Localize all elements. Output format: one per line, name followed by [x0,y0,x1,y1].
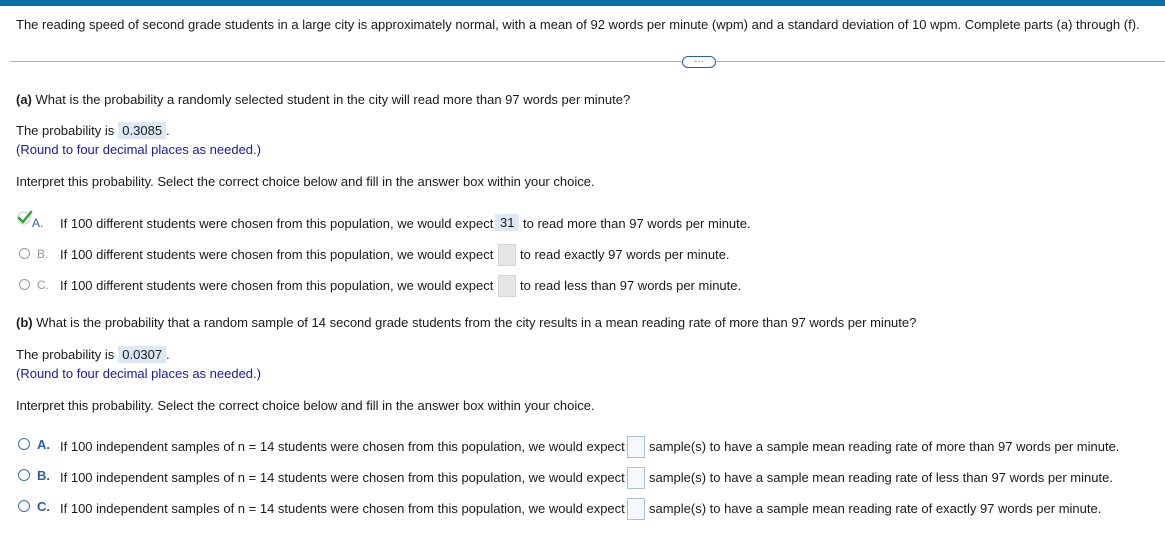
part-b-choice-a-radio[interactable] [18,438,30,450]
part-b-question-text: What is the probability that a random sample of 14 second grade students from the city results in a mean reading rate of more than 97 words per minute? [32,315,917,330]
section-divider [10,61,1165,62]
part-b-choice-b-text: If 100 independent samples of n = 14 students were chosen from this population, we would expect [60,470,625,485]
part-a-round-note: (Round to four decimal places as needed.) [16,142,261,157]
part-a-prob-prefix: The probability is [16,123,115,138]
part-a-question [16,92,630,107]
part-b-choice-b-answer-box[interactable] [627,467,645,489]
part-a-choice-b-radio[interactable] [19,248,30,259]
part-a-choice-c-answer-box[interactable] [498,275,516,297]
part-a-choice-b-text: If 100 different students were chosen from this population, we would expect [60,247,494,262]
top-accent-bar [0,0,1165,6]
part-a-choice-c-text: If 100 different students were chosen from this population, we would expect [60,278,494,293]
part-b-question [16,315,916,330]
part-b-prob-prefix: The probability is [16,347,115,362]
part-b-tag: (b) [16,315,33,330]
part-b-choice-c-answer-box[interactable] [627,498,645,520]
part-b-choice-c-suffix: sample(s) to have a sample mean reading rate of exactly 97 words per minute. [649,501,1102,516]
part-b-prob-suffix: . [166,347,170,362]
part-a-interpret-instructions: Interpret this probability. Select the correct choice below and fill in the answer box within your choice. [16,174,595,189]
part-a-choice-c-suffix: to read less than 97 words per minute. [520,278,742,293]
part-a-probability [16,122,170,139]
part-a-choice-a-suffix: to read more than 97 words per minute. [523,216,751,231]
part-b-probability [16,346,170,363]
part-b-round-note: (Round to four decimal places as needed.) [16,366,261,381]
part-a-choice-a-answer[interactable]: 31 [495,214,519,231]
part-b-choice-c-radio[interactable] [18,500,30,512]
part-b-choice-a-answer-box[interactable] [627,436,645,458]
part-a-choice-c-letter: C. [37,278,49,292]
part-b-choice-b-radio[interactable] [18,469,30,481]
part-b-choice-b-letter: B. [37,468,50,483]
part-a-choice-b-suffix: to read exactly 97 words per minute. [520,247,730,262]
part-a-question-text: What is the probability a randomly selected student in the city will read more than 97 words per minute? [31,92,631,107]
part-b-choice-c-letter: C. [37,499,50,514]
part-b-choice-a-suffix: sample(s) to have a sample mean reading rate of more than 97 words per minute. [649,439,1120,454]
part-b-choice-b-suffix: sample(s) to have a sample mean reading rate of less than 97 words per minute. [649,470,1113,485]
part-b-choice-c-text: If 100 independent samples of n = 14 students were chosen from this population, we would expect [60,501,625,516]
part-b-interpret-instructions: Interpret this probability. Select the correct choice below and fill in the answer box within your choice. [16,398,595,413]
part-a-tag: (a) [16,92,32,107]
part-a-choice-c-radio[interactable] [19,279,30,290]
part-a-choice-b-letter: B. [37,247,49,261]
part-a-prob-answer[interactable]: 0.3085 [118,122,166,139]
part-b-choice-a-letter: A. [37,437,50,452]
part-b-prob-answer[interactable]: 0.0307 [118,346,166,363]
problem-statement: The reading speed of second grade students in a large city is approximately normal, with a mean of 92 words per minute (wpm) and a standard deviation of 10 wpm. Complete parts (a) through (f). [16,17,1140,32]
expand-more-button[interactable]: … [682,56,716,68]
part-a-choice-b-answer-box[interactable] [498,244,516,266]
part-b-choice-a-text: If 100 independent samples of n = 14 students were chosen from this population, we would expect [60,439,625,454]
part-a-prob-suffix: . [166,123,170,138]
part-a-choice-a-text: If 100 different students were chosen from this population, we would expect [60,216,494,231]
part-a-choice-a-letter: A. [32,216,44,230]
